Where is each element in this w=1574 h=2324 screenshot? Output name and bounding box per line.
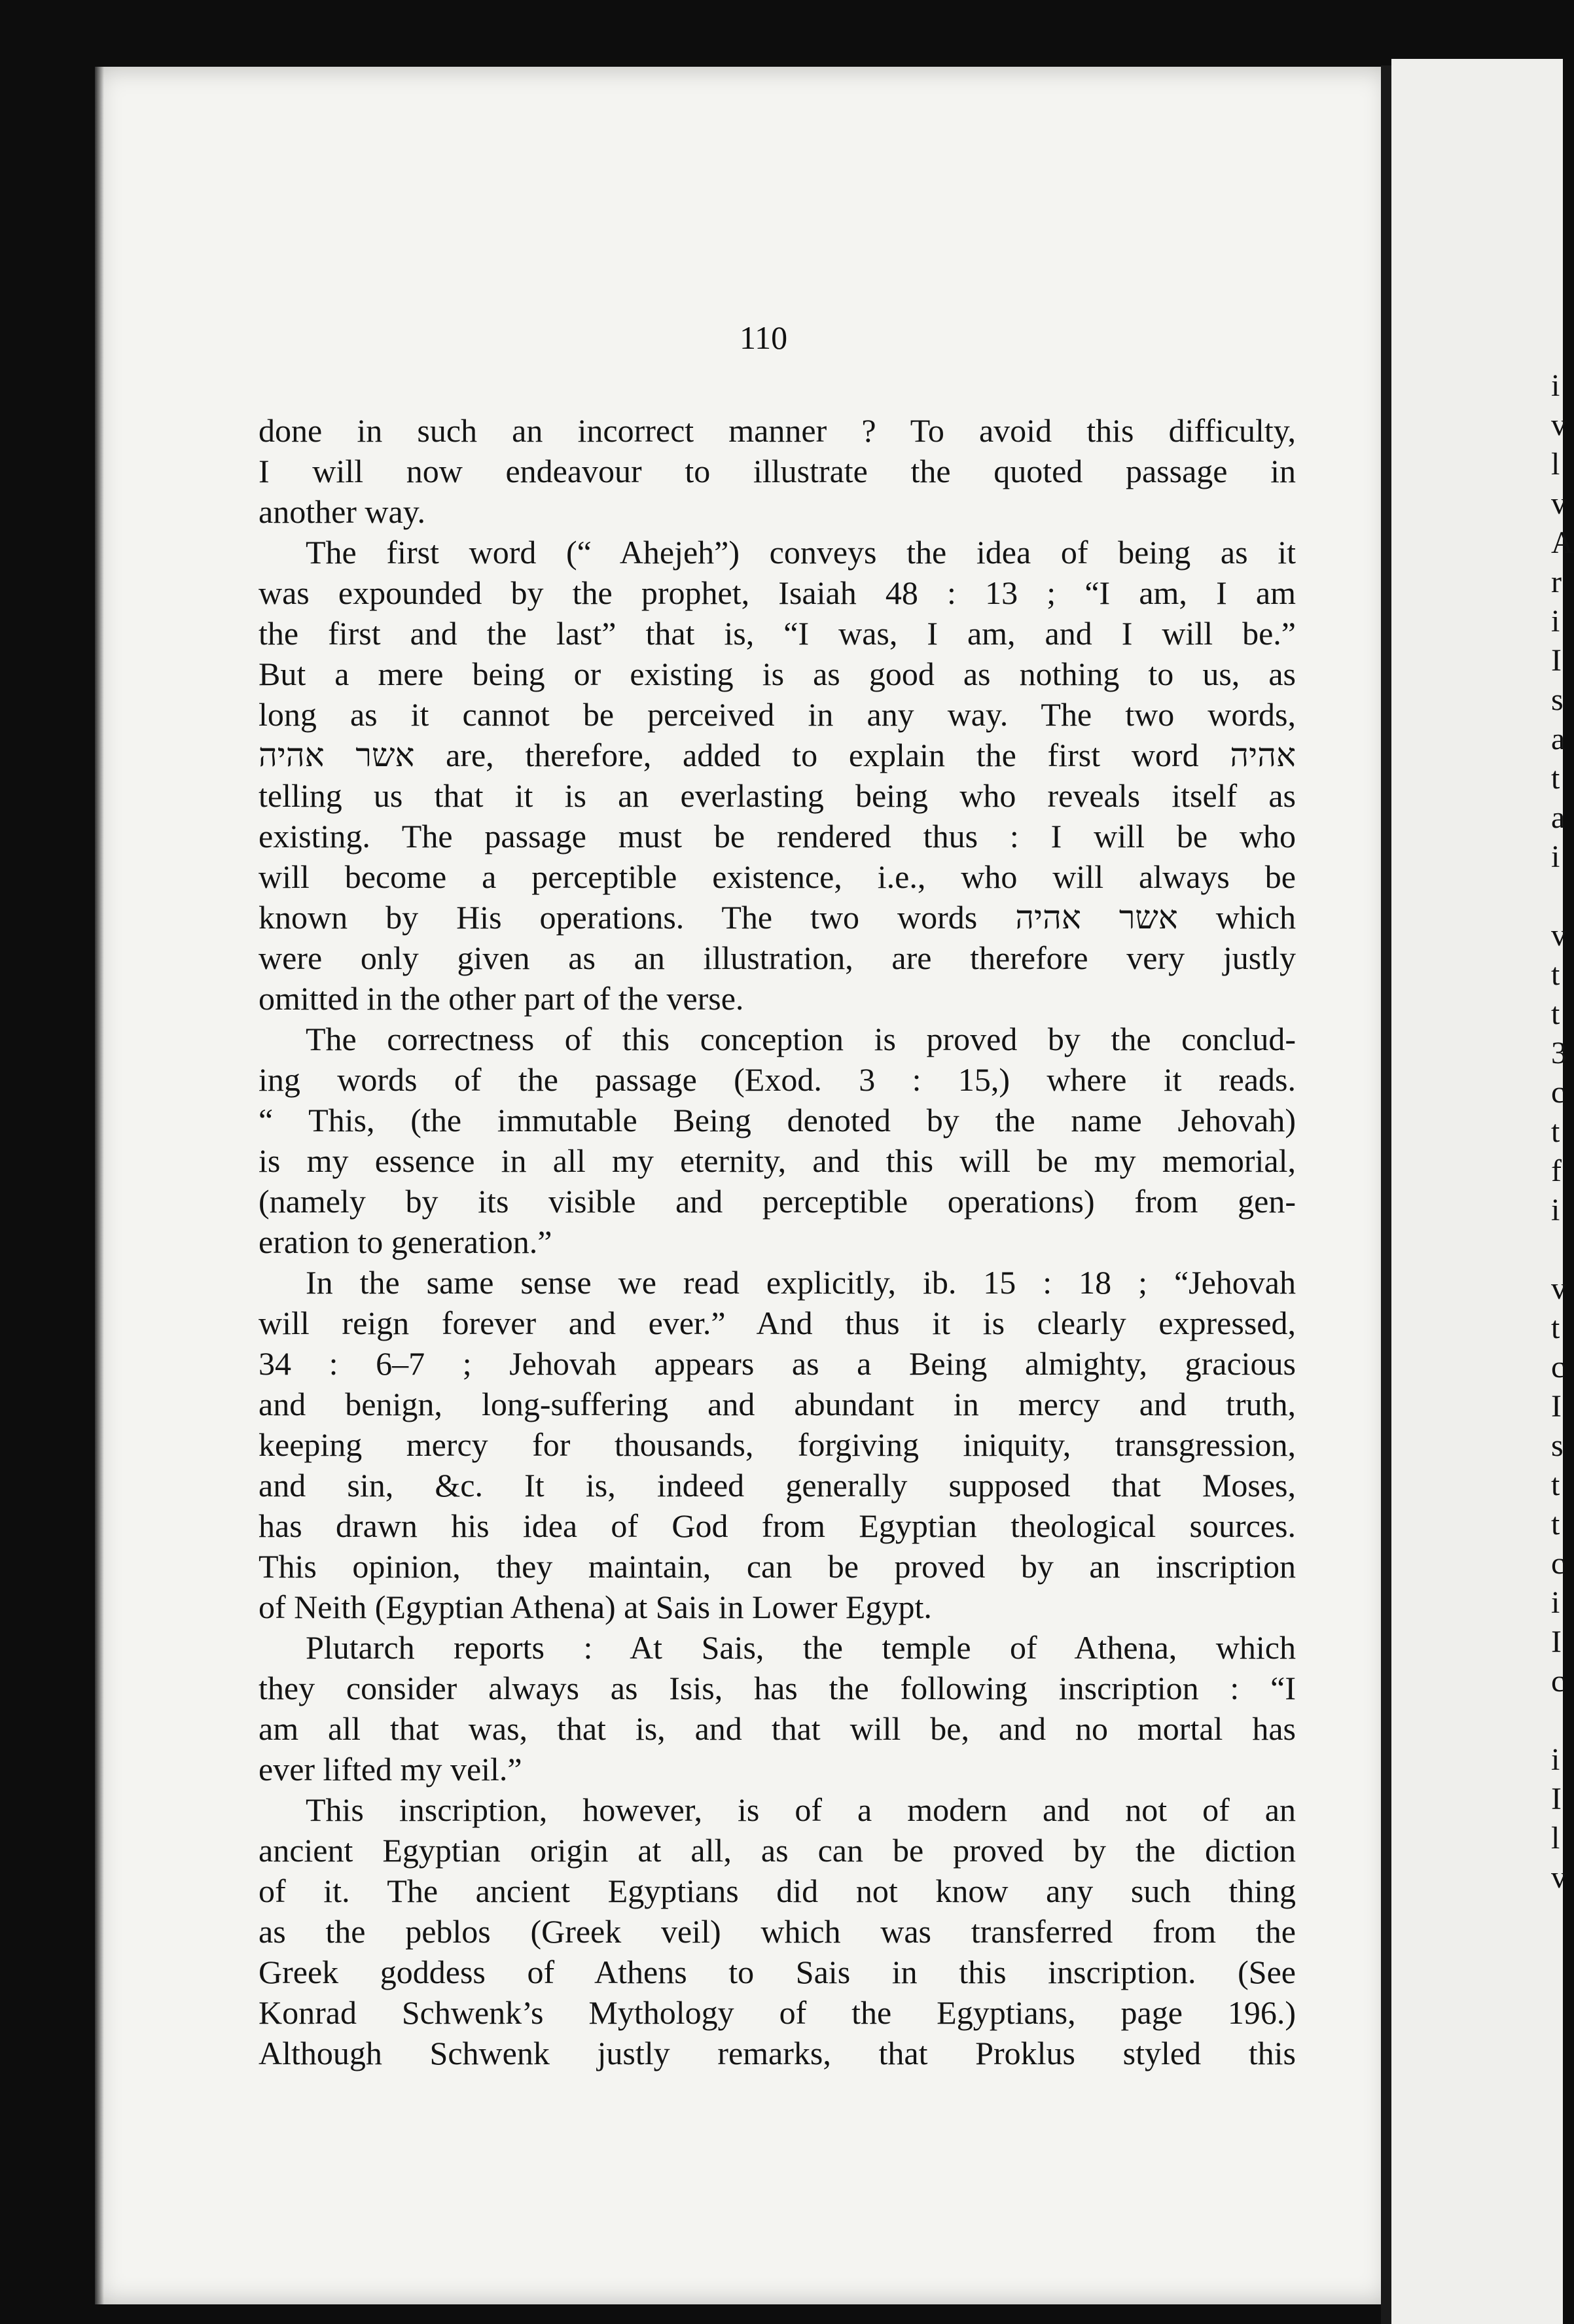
facing-page-letter: I xyxy=(1551,1389,1562,1424)
facing-page-letter: i xyxy=(1551,1585,1560,1620)
text-line: The first word (“ Ahejeh”) conveys the idea of being as it xyxy=(306,534,1296,571)
text-line: I will now endeavour to illustrate the quoted passage in xyxy=(259,453,1296,489)
facing-page-letter: i xyxy=(1551,1193,1560,1227)
facing-page-letter: i xyxy=(1551,368,1560,403)
facing-page-letter: a xyxy=(1551,800,1565,835)
facing-page-letter: t xyxy=(1551,1468,1560,1502)
facing-page-letter xyxy=(1551,1230,1564,1269)
page-number: 110 xyxy=(740,319,788,356)
text-line: of Neith (Egyptian Athena) at Sais in Lower Egypt. xyxy=(259,1589,932,1625)
text-line: Plutarch reports : At Sais, the temple of Athena, which xyxy=(306,1629,1296,1666)
facing-page-letter: I xyxy=(1551,643,1562,678)
text-line: and sin, &c. It is, indeed generally supposed that Moses, xyxy=(259,1467,1296,1504)
text-line: ever lifted my veil.” xyxy=(259,1751,522,1787)
facing-page-letter: A xyxy=(1551,525,1574,560)
facing-page-letter: c xyxy=(1551,1664,1565,1699)
text-line: This opinion, they maintain, can be proved by an inscription xyxy=(259,1548,1296,1585)
facing-page-letter: t xyxy=(1551,957,1560,992)
facing-page-letter: t xyxy=(1551,761,1560,796)
text-line: of it. The ancient Egyptians did not know any such thing xyxy=(259,1873,1296,1909)
text-line: the first and the last” that is, “I was, I am, and I will be.” xyxy=(259,615,1296,652)
text-line: omitted in the other part of the verse. xyxy=(259,980,744,1017)
facing-page-letter: I xyxy=(1551,1782,1562,1816)
facing-page-letter: 3 xyxy=(1551,1036,1567,1070)
text-line: known by His operations. The two words אשר אהיה which xyxy=(259,899,1296,936)
facing-page-letter: f xyxy=(1551,1153,1562,1188)
facing-page-letter: v xyxy=(1551,918,1567,953)
facing-page-letter xyxy=(1551,877,1564,916)
facing-page-letter: a xyxy=(1551,722,1565,756)
facing-page-letter: i xyxy=(1551,839,1560,874)
text-line: Although Schwenk justly remarks, that Proklus styled this xyxy=(259,2035,1296,2071)
text-line: will become a perceptible existence, i.e., who will always be xyxy=(259,858,1296,895)
text-line: Greek goddess of Athens to Sais in this inscription. (See xyxy=(259,1954,1296,1990)
text-line: long as it cannot be perceived in any way. The two words, xyxy=(259,696,1296,733)
facing-page-letter: c xyxy=(1551,1350,1565,1384)
text-line: and benign, long-suffering and abundant in mercy and truth, xyxy=(259,1386,1296,1422)
text-line: The correctness of this conception is proved by the conclud- xyxy=(306,1021,1296,1057)
text-line: ancient Egyptian origin at all, as can be proved by the diction xyxy=(259,1832,1296,1869)
facing-page-letter: t xyxy=(1551,1114,1560,1149)
text-line: keeping mercy for thousands, forgiving iniquity, transgression, xyxy=(259,1426,1296,1463)
text-line: was expounded by the prophet, Isaiah 48 : 13 ; “I am, I am xyxy=(259,574,1296,611)
facing-page-letter: r xyxy=(1551,565,1562,599)
text-line: has drawn his idea of God from Egyptian theological sources. xyxy=(259,1507,1296,1544)
facing-page-letter: v xyxy=(1551,1860,1567,1895)
text-line: eration to generation.” xyxy=(259,1224,552,1260)
text-line: am all that was, that is, and that will be, and no mortal has xyxy=(259,1710,1296,1747)
facing-page-letter: s xyxy=(1551,682,1564,717)
facing-page-letter: c xyxy=(1551,1546,1565,1581)
text-line: This inscription, however, is of a modern and not of an xyxy=(306,1791,1296,1828)
text-line: telling us that it is an everlasting being who reveals itself as xyxy=(259,777,1296,814)
book-page xyxy=(95,67,1391,2304)
facing-page-letter: t xyxy=(1551,996,1560,1031)
facing-page-letter: l xyxy=(1551,1821,1560,1856)
facing-page-letter: c xyxy=(1551,1075,1565,1110)
text-line: they consider always as Isis, has the following inscription : “I xyxy=(259,1670,1296,1706)
facing-page-letter: i xyxy=(1551,1742,1560,1777)
page-body-text xyxy=(259,410,1296,2073)
text-line: will reign forever and ever.” And thus it is clearly expressed, xyxy=(259,1305,1296,1341)
text-line: another way. xyxy=(259,493,425,530)
facing-page-letter: t xyxy=(1551,1507,1560,1541)
facing-page-letter: s xyxy=(1551,1428,1564,1463)
text-line: 34 : 6–7 ; Jehovah appears as a Being almighty, gracious xyxy=(259,1345,1296,1382)
book-gutter xyxy=(1381,65,1391,2324)
facing-page-letter: v xyxy=(1551,486,1567,521)
facing-page-letters xyxy=(1551,366,1574,1897)
text-line: (namely by its visible and perceptible operations) from gen- xyxy=(259,1183,1296,1220)
facing-page-letter: l xyxy=(1551,447,1560,482)
text-line: as the peblos (Greek veil) which was transferred from the xyxy=(259,1913,1296,1950)
text-line: In the same sense we read explicitly, ib. 15 : 18 ; “Jehovah xyxy=(306,1264,1296,1301)
text-line: done in such an incorrect manner ? To avoid this difficulty, xyxy=(259,412,1296,449)
facing-page-letter xyxy=(1551,1701,1564,1740)
text-line: existing. The passage must be rendered thus : I will be who xyxy=(259,818,1296,854)
facing-page-letter: v xyxy=(1551,408,1567,442)
text-line: Konrad Schwenk’s Mythology of the Egyptians, page 196.) xyxy=(259,1994,1296,2031)
text-line: is my essence in all my eternity, and this will be my memorial, xyxy=(259,1142,1296,1179)
text-line: were only given as an illustration, are therefore very justly xyxy=(259,940,1296,976)
facing-page-edge xyxy=(1391,59,1574,2324)
facing-page-letter: i xyxy=(1551,604,1560,639)
facing-page-letter: I xyxy=(1551,1625,1562,1659)
text-line: “ This, (the immutable Being denoted by the name Jehovah) xyxy=(259,1102,1296,1138)
facing-page-letter: v xyxy=(1551,1271,1567,1306)
facing-page-letter: t xyxy=(1551,1311,1560,1345)
text-line: אשר אהיה are, therefore, added to explain the first word אהיה xyxy=(259,737,1296,773)
text-line: ing words of the passage (Exod. 3 : 15,) where it reads. xyxy=(259,1061,1296,1098)
text-line: But a mere being or existing is as good as nothing to us, as xyxy=(259,656,1296,692)
